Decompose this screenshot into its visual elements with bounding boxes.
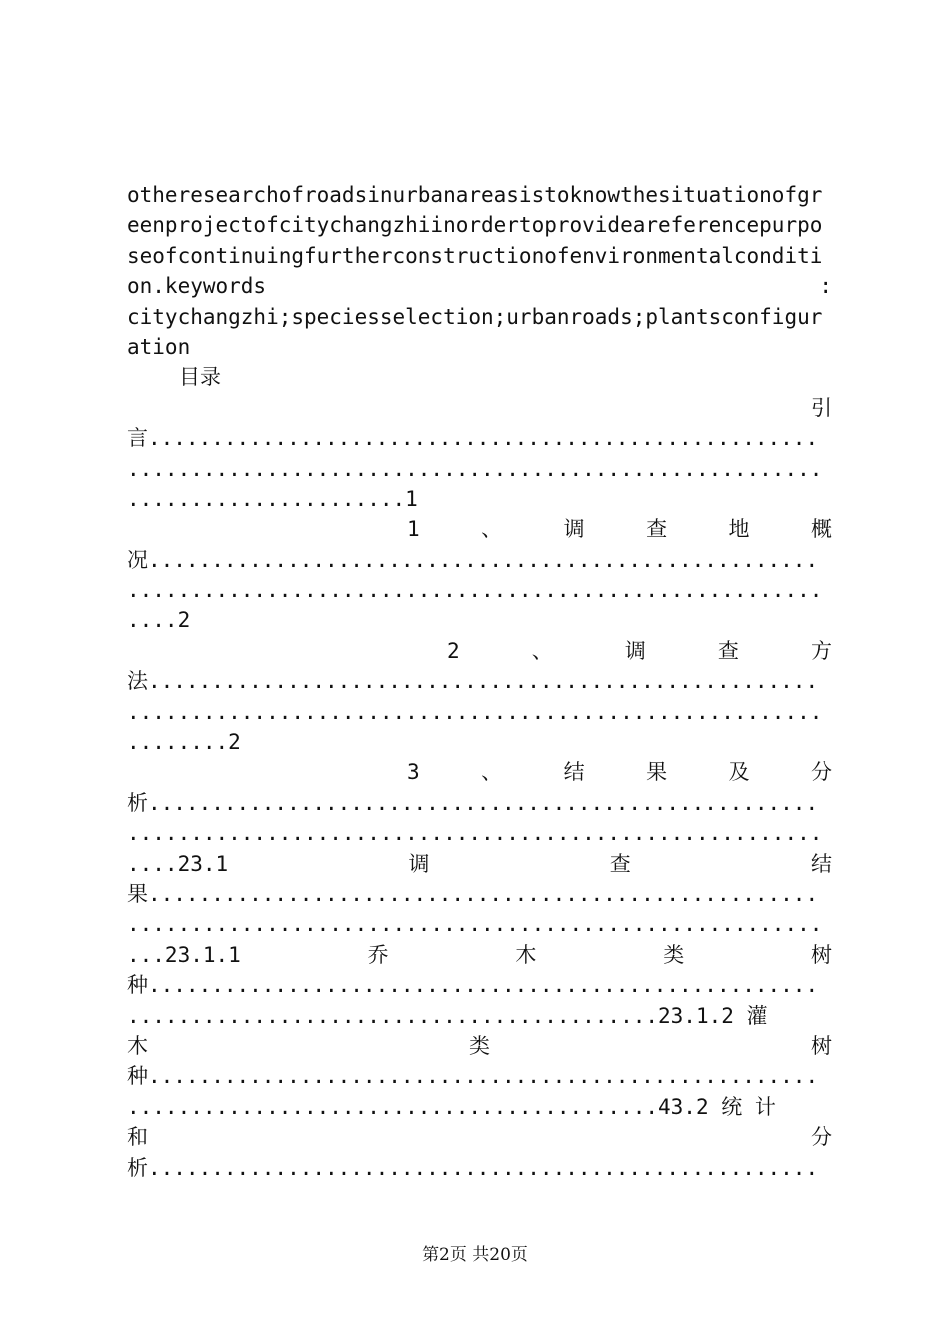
keywords-row <box>127 271 832 301</box>
toc-dots: 况..................................................... <box>127 547 819 572</box>
toc-char: 树 <box>811 1033 832 1058</box>
toc-char: 分 <box>811 760 832 785</box>
toc-section-3 <box>127 757 832 787</box>
toc-char: 查 <box>646 517 668 542</box>
toc-char: 概 <box>811 517 832 542</box>
toc-number: 2 <box>447 638 460 663</box>
toc-char: 乔 <box>367 942 389 967</box>
toc-char: 木 <box>127 1033 148 1058</box>
toc-char: 及 <box>728 760 750 785</box>
toc-dots: 果..................................................... <box>127 881 819 906</box>
toc-page-ref: ....23.1 <box>127 851 229 876</box>
toc-dots: ....................................................... <box>127 912 823 937</box>
keywords-line: citychangzhi;speciesselection;urbanroads;plantsconfigur <box>127 304 823 329</box>
toc-char: 方 <box>810 638 832 663</box>
toc-char: 类 <box>663 942 685 967</box>
page-footer: 第2页 共20页 <box>422 1245 528 1265</box>
toc-char: 树 <box>810 942 832 967</box>
keywords-label: on.keywords <box>127 274 267 299</box>
toc-dots: 析..................................................... <box>127 790 819 815</box>
toc-heading: 目录 <box>179 365 221 390</box>
toc-page-ref: ......................1 <box>127 486 418 511</box>
keywords-colon: : <box>819 274 832 299</box>
toc-page-ref: ....2 <box>127 608 191 633</box>
toc-dots: ....................................................... <box>127 699 823 724</box>
toc-section-1 <box>127 514 832 544</box>
abstract-line: seofcontinuingfurtherconstructionofenvironmentalconditi <box>127 243 823 268</box>
toc-dots: ....................................................... <box>127 578 823 603</box>
toc-section-2 <box>127 636 832 666</box>
toc-char: 地 <box>728 517 750 542</box>
toc-dots: 种..................................................... <box>127 973 819 998</box>
toc-section-3-1-2 <box>127 1031 832 1061</box>
toc-page-ref: ...23.1.1 <box>127 942 241 967</box>
toc-sep: 、 <box>481 760 503 785</box>
toc-char: 调 <box>624 638 646 663</box>
toc-section-3-1-1 <box>127 940 832 970</box>
toc-char: 查 <box>609 851 631 876</box>
toc-char: 结 <box>563 760 585 785</box>
toc-dots: ..........................................43.2 统 计 <box>127 1094 776 1119</box>
abstract-line: otheresearchofroadsinurbanareasistoknowthesituationofgr <box>127 183 823 207</box>
toc-char: 调 <box>408 851 430 876</box>
toc-dots: 言..................................................... <box>127 426 819 451</box>
toc-number: 3 <box>407 760 420 785</box>
toc-section-3-2 <box>127 1122 832 1152</box>
toc-char: 调 <box>563 517 585 542</box>
toc-dots: ....................................................... <box>127 821 823 846</box>
toc-char: 果 <box>646 760 668 785</box>
toc-sep: 、 <box>531 638 553 663</box>
toc-char: 查 <box>717 638 739 663</box>
keywords-line: ation <box>127 334 191 359</box>
toc-sep: 、 <box>481 517 503 542</box>
abstract-line: eenprojectofcitychangzhiinordertoprovideareferencepurpo <box>127 213 823 238</box>
toc-dots: ....................................................... <box>127 456 823 481</box>
toc-dots: ..........................................23.1.2 灌 <box>127 1003 768 1028</box>
toc-dots: 法..................................................... <box>127 669 819 694</box>
toc-dots: 析..................................................... <box>127 1155 819 1180</box>
page-content <box>127 180 832 1183</box>
toc-section-3-1 <box>127 849 832 879</box>
toc-char: 结 <box>811 851 832 876</box>
toc-char: 木 <box>515 942 537 967</box>
toc-page-ref: ........2 <box>127 730 241 755</box>
toc-dots: 种..................................................... <box>127 1064 819 1089</box>
toc-intro-title: 引 <box>811 395 832 420</box>
toc-number: 1 <box>407 517 420 542</box>
toc-char: 和 <box>127 1125 148 1150</box>
toc-char: 分 <box>811 1125 832 1150</box>
toc-char: 类 <box>469 1033 490 1058</box>
